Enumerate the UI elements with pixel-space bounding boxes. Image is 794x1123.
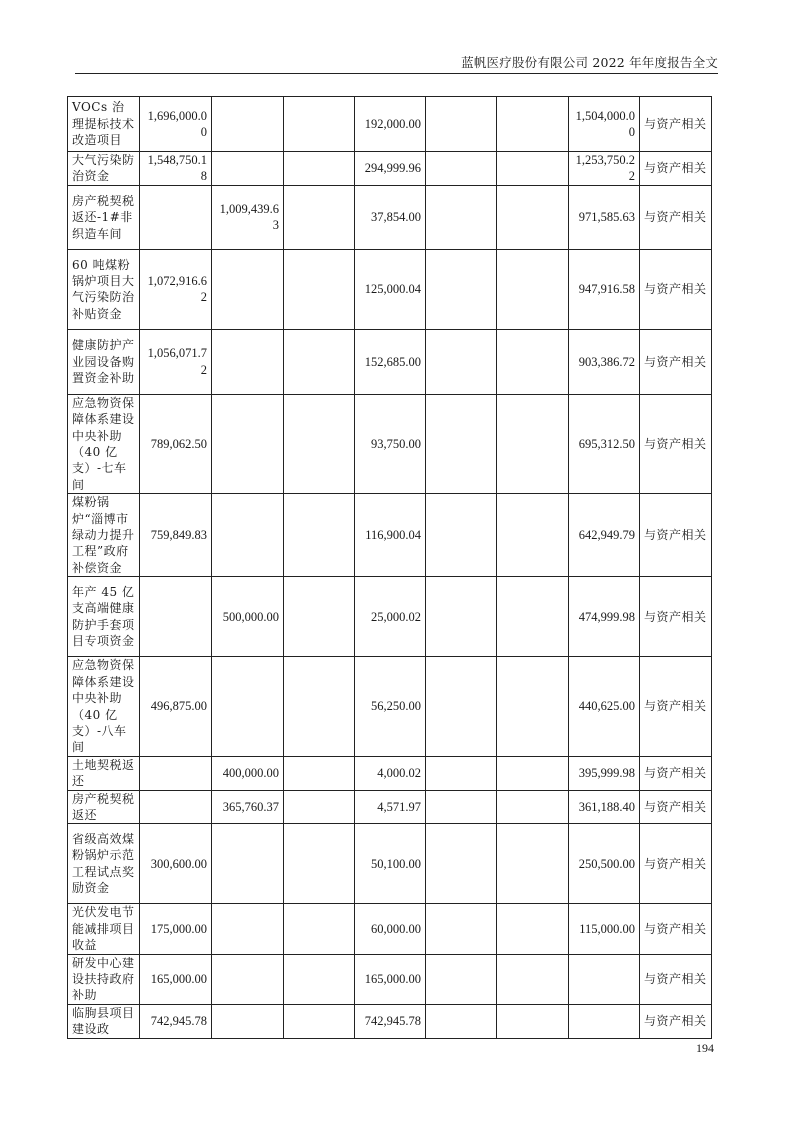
grant-project-name-cell: 健康防护产业园设备购置资金补助 (68, 329, 140, 394)
closing-balance-cell: 971,585.63 (569, 185, 640, 249)
amount-to-non-operating-income-cell (284, 577, 355, 657)
opening-balance-cell (140, 577, 212, 657)
amount-offset-cost-cell (426, 904, 497, 954)
amount-to-non-operating-income-cell (284, 954, 355, 1004)
opening-balance-cell: 300,600.00 (140, 824, 212, 904)
amount-offset-cost-cell (426, 394, 497, 493)
page-header (75, 54, 718, 74)
amount-to-non-operating-income-cell (284, 494, 355, 577)
new-grant-amount-cell: 1,009,439.63 (212, 185, 284, 249)
other-changes-cell (497, 185, 569, 249)
other-changes-cell (497, 394, 569, 493)
amount-to-non-operating-income-cell (284, 756, 355, 790)
opening-balance-cell: 1,056,071.72 (140, 329, 212, 394)
amount-to-non-operating-income-cell (284, 97, 355, 152)
amount-to-other-income-cell: 56,250.00 (355, 657, 426, 756)
amount-offset-cost-cell (426, 954, 497, 1004)
closing-balance-cell: 474,999.98 (569, 577, 640, 657)
asset-income-related-cell: 与资产相关 (640, 577, 712, 657)
closing-balance-cell: 1,504,000.00 (569, 97, 640, 152)
closing-balance-cell: 903,386.72 (569, 329, 640, 394)
amount-offset-cost-cell (426, 249, 497, 329)
table-row (68, 756, 712, 790)
amount-offset-cost-cell (426, 185, 497, 249)
amount-to-non-operating-income-cell (284, 790, 355, 824)
amount-offset-cost-cell (426, 152, 497, 186)
amount-offset-cost-cell (426, 577, 497, 657)
opening-balance-cell: 1,548,750.18 (140, 152, 212, 186)
asset-income-related-cell: 与资产相关 (640, 97, 712, 152)
amount-offset-cost-cell (426, 657, 497, 756)
asset-income-related-cell: 与资产相关 (640, 756, 712, 790)
amount-to-non-operating-income-cell (284, 904, 355, 954)
grant-project-name-cell: 房产税契税返还-1#非织造车间 (68, 185, 140, 249)
closing-balance-cell: 695,312.50 (569, 394, 640, 493)
closing-balance-cell: 115,000.00 (569, 904, 640, 954)
other-changes-cell (497, 329, 569, 394)
new-grant-amount-cell (212, 97, 284, 152)
amount-to-other-income-cell: 165,000.00 (355, 954, 426, 1004)
grant-project-name-cell: 临朐县项目建设政 (68, 1004, 140, 1038)
other-changes-cell (497, 249, 569, 329)
other-changes-cell (497, 1004, 569, 1038)
amount-to-other-income-cell: 4,000.02 (355, 756, 426, 790)
table-row (68, 1004, 712, 1038)
amount-offset-cost-cell (426, 97, 497, 152)
closing-balance-cell: 440,625.00 (569, 657, 640, 756)
closing-balance-cell: 1,253,750.22 (569, 152, 640, 186)
closing-balance-cell: 250,500.00 (569, 824, 640, 904)
grant-project-name-cell: 煤粉锅炉“淄博市绿动力提升工程”政府补偿资金 (68, 494, 140, 577)
asset-income-related-cell: 与资产相关 (640, 954, 712, 1004)
opening-balance-cell (140, 790, 212, 824)
other-changes-cell (497, 152, 569, 186)
table-row (68, 249, 712, 329)
table-row (68, 494, 712, 577)
report-title: 蓝帆医疗股份有限公司 2022 年年度报告全文 (461, 55, 718, 70)
grant-project-name-cell: VOCs 治理提标技术改造项目 (68, 97, 140, 152)
asset-income-related-cell: 与资产相关 (640, 904, 712, 954)
government-grants-table (67, 96, 712, 1039)
table-row (68, 824, 712, 904)
amount-to-other-income-cell: 192,000.00 (355, 97, 426, 152)
new-grant-amount-cell: 400,000.00 (212, 756, 284, 790)
new-grant-amount-cell: 365,760.37 (212, 790, 284, 824)
new-grant-amount-cell (212, 152, 284, 186)
opening-balance-cell: 175,000.00 (140, 904, 212, 954)
opening-balance-cell: 789,062.50 (140, 394, 212, 493)
grant-project-name-cell: 年产 45 亿支高端健康防护手套项目专项资金 (68, 577, 140, 657)
new-grant-amount-cell (212, 954, 284, 1004)
asset-income-related-cell: 与资产相关 (640, 249, 712, 329)
grant-project-name-cell: 大气污染防治资金 (68, 152, 140, 186)
new-grant-amount-cell (212, 249, 284, 329)
amount-offset-cost-cell (426, 756, 497, 790)
table-row (68, 790, 712, 824)
amount-to-other-income-cell: 50,100.00 (355, 824, 426, 904)
closing-balance-cell: 361,188.40 (569, 790, 640, 824)
table-row (68, 329, 712, 394)
other-changes-cell (497, 954, 569, 1004)
amount-to-other-income-cell: 93,750.00 (355, 394, 426, 493)
amount-to-other-income-cell: 742,945.78 (355, 1004, 426, 1038)
asset-income-related-cell: 与资产相关 (640, 824, 712, 904)
new-grant-amount-cell (212, 329, 284, 394)
amount-to-other-income-cell: 37,854.00 (355, 185, 426, 249)
table-row (68, 904, 712, 954)
table-row (68, 97, 712, 152)
table-row (68, 185, 712, 249)
amount-to-other-income-cell: 25,000.02 (355, 577, 426, 657)
new-grant-amount-cell (212, 1004, 284, 1038)
opening-balance-cell: 165,000.00 (140, 954, 212, 1004)
grant-project-name-cell: 光伏发电节能减排项目收益 (68, 904, 140, 954)
amount-to-other-income-cell: 60,000.00 (355, 904, 426, 954)
asset-income-related-cell: 与资产相关 (640, 152, 712, 186)
amount-offset-cost-cell (426, 824, 497, 904)
grant-project-name-cell: 应急物资保障体系建设中央补助（40 亿支）-八车间 (68, 657, 140, 756)
grant-project-name-cell: 土地契税返还 (68, 756, 140, 790)
asset-income-related-cell: 与资产相关 (640, 394, 712, 493)
table-row (68, 152, 712, 186)
other-changes-cell (497, 657, 569, 756)
new-grant-amount-cell (212, 904, 284, 954)
other-changes-cell (497, 577, 569, 657)
grant-project-name-cell: 房产税契税返还 (68, 790, 140, 824)
asset-income-related-cell: 与资产相关 (640, 657, 712, 756)
asset-income-related-cell: 与资产相关 (640, 185, 712, 249)
new-grant-amount-cell (212, 394, 284, 493)
page-number: 194 (696, 1041, 714, 1055)
other-changes-cell (497, 494, 569, 577)
amount-to-non-operating-income-cell (284, 824, 355, 904)
amount-to-other-income-cell: 4,571.97 (355, 790, 426, 824)
asset-income-related-cell: 与资产相关 (640, 494, 712, 577)
amount-to-non-operating-income-cell (284, 329, 355, 394)
closing-balance-cell (569, 954, 640, 1004)
amount-to-other-income-cell: 125,000.04 (355, 249, 426, 329)
other-changes-cell (497, 790, 569, 824)
asset-income-related-cell: 与资产相关 (640, 329, 712, 394)
opening-balance-cell: 759,849.83 (140, 494, 212, 577)
amount-offset-cost-cell (426, 790, 497, 824)
other-changes-cell (497, 756, 569, 790)
amount-to-non-operating-income-cell (284, 1004, 355, 1038)
new-grant-amount-cell: 500,000.00 (212, 577, 284, 657)
closing-balance-cell: 395,999.98 (569, 756, 640, 790)
amount-offset-cost-cell (426, 1004, 497, 1038)
amount-offset-cost-cell (426, 329, 497, 394)
table-row (68, 577, 712, 657)
amount-offset-cost-cell (426, 494, 497, 577)
opening-balance-cell: 742,945.78 (140, 1004, 212, 1038)
opening-balance-cell: 1,696,000.00 (140, 97, 212, 152)
closing-balance-cell: 947,916.58 (569, 249, 640, 329)
table-row (68, 394, 712, 493)
grant-project-name-cell: 研发中心建设扶持政府补助 (68, 954, 140, 1004)
amount-to-other-income-cell: 294,999.96 (355, 152, 426, 186)
asset-income-related-cell: 与资产相关 (640, 1004, 712, 1038)
asset-income-related-cell: 与资产相关 (640, 790, 712, 824)
other-changes-cell (497, 97, 569, 152)
amount-to-non-operating-income-cell (284, 152, 355, 186)
table-row (68, 657, 712, 756)
opening-balance-cell (140, 756, 212, 790)
table-row (68, 954, 712, 1004)
new-grant-amount-cell (212, 824, 284, 904)
grant-project-name-cell: 应急物资保障体系建设中央补助（40 亿支）-七车间 (68, 394, 140, 493)
grant-project-name-cell: 省级高效煤粉锅炉示范工程试点奖励资金 (68, 824, 140, 904)
new-grant-amount-cell (212, 657, 284, 756)
closing-balance-cell (569, 1004, 640, 1038)
amount-to-other-income-cell: 116,900.04 (355, 494, 426, 577)
amount-to-non-operating-income-cell (284, 394, 355, 493)
other-changes-cell (497, 904, 569, 954)
opening-balance-cell: 496,875.00 (140, 657, 212, 756)
closing-balance-cell: 642,949.79 (569, 494, 640, 577)
new-grant-amount-cell (212, 494, 284, 577)
opening-balance-cell: 1,072,916.62 (140, 249, 212, 329)
opening-balance-cell (140, 185, 212, 249)
other-changes-cell (497, 824, 569, 904)
amount-to-non-operating-income-cell (284, 657, 355, 756)
amount-to-non-operating-income-cell (284, 249, 355, 329)
grant-project-name-cell: 60 吨煤粉锅炉项目大气污染防治补贴资金 (68, 249, 140, 329)
amount-to-non-operating-income-cell (284, 185, 355, 249)
amount-to-other-income-cell: 152,685.00 (355, 329, 426, 394)
